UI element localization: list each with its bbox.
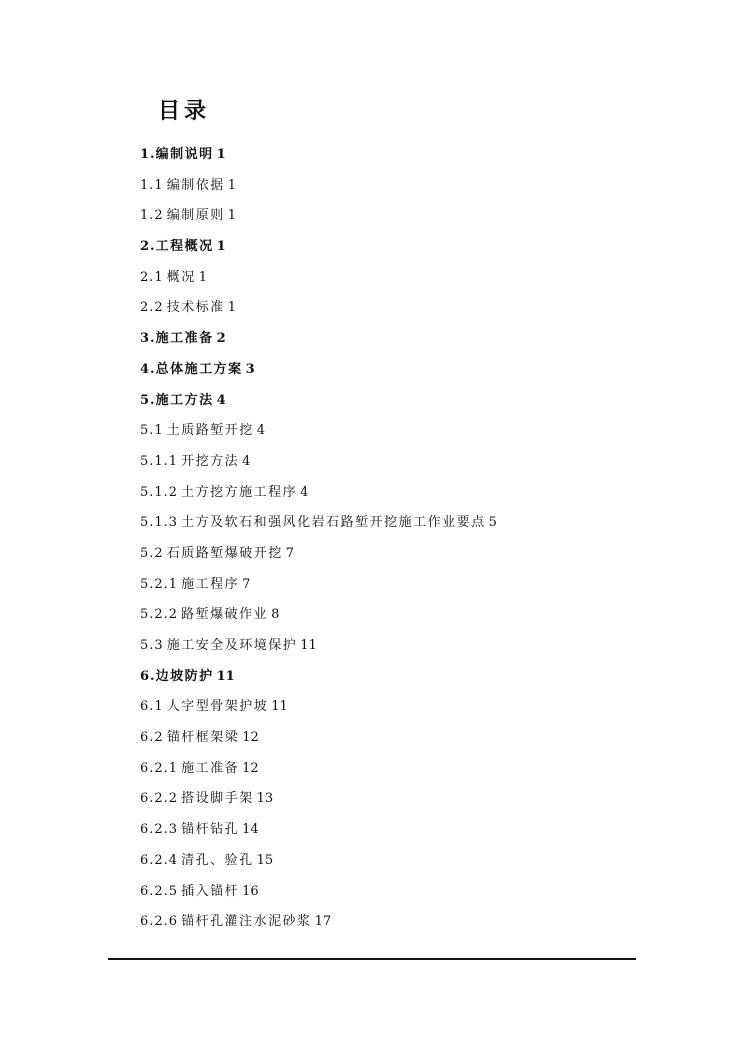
toc-label: 土质路堑开挖 <box>166 423 254 439</box>
toc-page-number: 11 <box>300 638 317 653</box>
toc-page-number: 14 <box>242 822 259 838</box>
toc-entry[interactable] <box>140 232 497 263</box>
toc-entry[interactable] <box>140 846 497 877</box>
toc-label: 编制依据 <box>166 177 225 193</box>
toc-entry[interactable] <box>140 263 497 294</box>
toc-entry[interactable] <box>140 171 497 202</box>
toc-number: 5. <box>140 392 156 408</box>
toc-entry[interactable] <box>140 201 497 232</box>
toc-number: 5.1.1 <box>140 453 179 469</box>
toc-number: 5.1.2 <box>140 484 179 500</box>
toc-label: 施工准备 <box>155 331 214 347</box>
toc-number: 6.2.2 <box>140 791 179 807</box>
toc-number: 2. <box>140 239 156 255</box>
toc-page-number: 1 <box>227 177 236 193</box>
toc-label: 土方挖方施工程序 <box>181 484 298 500</box>
toc-page-number: 1 <box>227 300 236 316</box>
toc-page-number: 3 <box>245 361 255 377</box>
toc-entry[interactable] <box>140 140 497 171</box>
toc-page-number: 1 <box>198 269 207 285</box>
toc-label: 总体施工方案 <box>155 361 243 377</box>
toc-label: 施工方法 <box>155 392 214 408</box>
toc-page-number: 12 <box>242 760 259 776</box>
toc-label: 编制原则 <box>166 208 225 224</box>
toc-label: 施工程序 <box>181 576 240 592</box>
toc-number: 4. <box>140 361 156 377</box>
toc-entry[interactable] <box>140 355 497 386</box>
toc-page-number: 1 <box>216 147 226 162</box>
toc-number: 3. <box>140 331 156 347</box>
toc-number: 5.1 <box>140 423 164 439</box>
toc-number: 2.2 <box>140 300 164 316</box>
footer-divider <box>108 958 636 960</box>
toc-number: 6. <box>140 668 156 684</box>
toc-label: 人字型骨架护坡 <box>166 699 269 715</box>
toc-page-number: 15 <box>256 852 274 868</box>
table-of-contents <box>140 140 497 938</box>
page-title: 目录 <box>158 98 211 124</box>
toc-page-number: 17 <box>314 914 332 930</box>
toc-entry[interactable] <box>140 324 497 355</box>
toc-label: 施工安全及环境保护 <box>166 638 298 653</box>
toc-label: 插入锚杆 <box>181 883 240 899</box>
toc-label: 工程概况 <box>155 239 214 255</box>
toc-number: 6.2.5 <box>140 883 179 899</box>
toc-label: 锚杆框架梁 <box>166 730 240 746</box>
toc-number: 5.2 <box>140 545 164 561</box>
toc-number: 5.1.3 <box>140 515 179 531</box>
toc-entry[interactable] <box>140 877 497 908</box>
toc-entry[interactable] <box>140 478 497 509</box>
toc-entry[interactable] <box>140 631 497 662</box>
toc-page-number: 8 <box>271 607 280 623</box>
toc-number: 6.2.1 <box>140 760 179 776</box>
toc-label: 开挖方法 <box>181 453 240 469</box>
toc-entry[interactable] <box>140 815 497 846</box>
toc-number: 2.1 <box>140 269 164 285</box>
toc-number: 1. <box>140 147 156 162</box>
toc-number: 5.2.1 <box>140 576 179 592</box>
toc-page-number: 4 <box>242 453 251 469</box>
toc-page-number: 12 <box>242 730 259 746</box>
toc-entry[interactable] <box>140 570 497 601</box>
toc-label: 技术标准 <box>166 300 225 316</box>
toc-number: 1.2 <box>140 208 164 224</box>
toc-label: 概况 <box>166 269 196 285</box>
toc-entry[interactable] <box>140 447 497 478</box>
toc-number: 6.2.4 <box>140 852 179 868</box>
toc-page-number: 13 <box>256 791 274 807</box>
toc-page-number: 4 <box>256 423 265 439</box>
toc-label: 路堑爆破作业 <box>181 607 269 623</box>
toc-number: 6.1 <box>140 699 164 715</box>
toc-page-number: 16 <box>242 883 259 899</box>
toc-page-number: 11 <box>271 699 288 715</box>
toc-entry[interactable] <box>140 692 497 723</box>
toc-page-number: 7 <box>242 576 251 592</box>
toc-page-number: 7 <box>285 545 294 561</box>
toc-label: 锚杆孔灌注水泥砂浆 <box>181 914 312 930</box>
toc-number: 6.2 <box>140 730 164 746</box>
toc-entry[interactable] <box>140 416 497 447</box>
toc-label: 边坡防护 <box>155 668 214 684</box>
toc-label: 搭设脚手架 <box>181 791 254 807</box>
toc-number: 5.3 <box>140 638 164 653</box>
toc-label: 石质路堑爆破开挖 <box>166 545 283 561</box>
toc-entry[interactable] <box>140 784 497 815</box>
toc-page-number: 5 <box>488 515 497 531</box>
toc-label: 土方及软石和强风化岩石路堑开挖施工作业要点 <box>181 515 486 531</box>
toc-entry[interactable] <box>140 600 497 631</box>
toc-entry[interactable] <box>140 293 497 324</box>
toc-entry[interactable] <box>140 907 497 938</box>
toc-page-number: 1 <box>227 208 236 224</box>
toc-entry[interactable] <box>140 754 497 785</box>
toc-page-number: 4 <box>216 392 226 408</box>
toc-number: 1.1 <box>140 177 164 193</box>
toc-page-number: 2 <box>216 331 226 347</box>
toc-entry[interactable] <box>140 386 497 417</box>
toc-number: 6.2.6 <box>140 914 179 930</box>
toc-number: 5.2.2 <box>140 607 179 623</box>
toc-entry[interactable] <box>140 539 497 570</box>
toc-label: 施工准备 <box>181 760 240 776</box>
toc-entry[interactable] <box>140 662 497 693</box>
toc-entry[interactable] <box>140 508 497 539</box>
toc-label: 锚杆钻孔 <box>181 822 240 838</box>
toc-label: 编制说明 <box>155 147 214 162</box>
toc-page-number: 11 <box>216 668 235 684</box>
toc-label: 清孔、验孔 <box>181 852 254 868</box>
toc-number: 6.2.3 <box>140 822 179 838</box>
toc-entry[interactable] <box>140 723 497 754</box>
toc-page-number: 1 <box>216 239 226 255</box>
toc-page-number: 4 <box>300 484 309 500</box>
